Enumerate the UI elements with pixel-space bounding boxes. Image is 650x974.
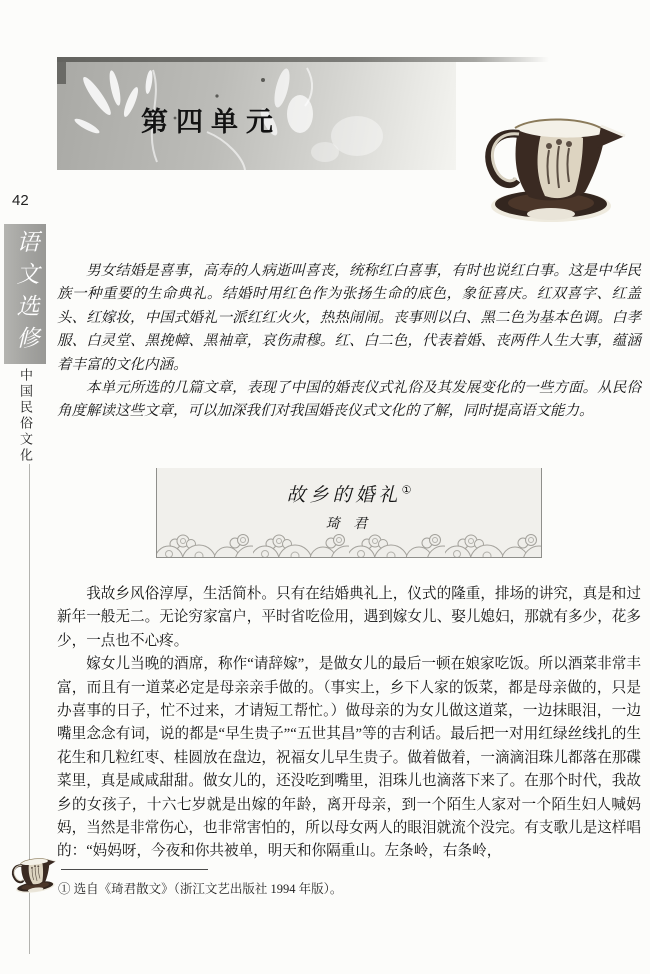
article-paragraph-2: 嫁女儿当晚的酒席，称作“请辞嫁”，是做女儿的最后一顿在娘家吃饭。所以酒菜非常丰富，而且有一道菜必定是母亲亲手做的。（事实上，乡下人家的饭菜，都是母亲做的，只是办喜事的日子，忙不过来，才请短工帮忙。）做母亲的为女儿做这道菜，一边抹眼泪，一边嘴里念念有词，说的都是“早生贵子”“五世其昌”等的吉利话。最后把一对用红绿丝线扎的生花生和几粒红枣、桂圆放在盘边，祝福女儿早生贵子。做着做着，一滴滴泪珠儿都落在那碟菜里，真是咸咸甜甜。做女儿的，还没吃到嘴里，泪珠儿也滴落下来了。在那个时代，我故乡的女孩子，十六七岁就是出嫁的年龄，离开母亲，到一个陌生人家对一个陌生妇人喊妈妈，当然是非常伤心，也非常害怕的，所以母女两人的眼泪就流个没完。有支歌儿是这样唱的：“妈妈呀，今夜和你共被单，明天和你隔重山。左条岭，右条岭， <box>57 656 641 860</box>
series-subtitle: 中国民俗文化 <box>18 368 33 464</box>
article-paragraph-1: 我故乡风俗淳厚，生活简朴。只有在结婚典礼上，仪式的隆重，排场的讲究，真是和过新年一般无二。无论穷家富户，平时省吃俭用，遇到嫁女儿、娶儿媳妇，那就有多少，花多少，一点也不心疼。 <box>57 586 641 649</box>
page-number: 42 <box>12 192 29 209</box>
footnote-rule <box>61 869 208 870</box>
porcelain-jug-photo-small <box>1 837 65 912</box>
article-author: 琦 君 <box>325 517 373 532</box>
unit-intro-paragraph-2: 本单元所选的几篇文章，表现了中国的婚丧仪式礼俗及其发展变化的一些方面。从民俗角度解读这些文章，可以加深我们对我国婚丧仪式文化的了解，同时提高语文能力。 <box>57 380 641 420</box>
porcelain-jug-photo <box>462 100 634 230</box>
cloud-wave-pattern <box>157 534 541 558</box>
unit-intro <box>57 260 641 424</box>
footnote-reference: ① <box>401 484 412 497</box>
series-banner-text: 语文选修 <box>13 230 39 358</box>
article-body <box>57 583 641 864</box>
footnote-text: 选自《琦君散文》（浙江文艺出版社 1994 年版）。 <box>73 882 343 896</box>
series-banner <box>4 224 46 364</box>
unit-intro-paragraph-1: 男女结婚是喜事，高寿的人病逝叫喜丧，统称红白喜事，有时也说红白事。这是中华民族一种重要的生命典礼。结婚时用红色作为张扬生命的底色，象征喜庆。红双喜字、红盖头、红嫁妆，中国式婚礼一派红红火火，热热闹闹。丧事则以白、黑二色为基本色调。白孝服、白灵堂、黑挽幛、黑袖章，哀伤肃穆。红、白二色，代表着婚、丧两件人生大事，蕴涵着丰富的文化内涵。 <box>57 263 641 373</box>
article-title-box <box>156 468 542 558</box>
footnote-marker: ① <box>58 882 71 896</box>
unit-header-banner <box>57 62 456 170</box>
unit-title: 第四单元 <box>141 107 281 137</box>
article-title-text: 故乡的婚礼 <box>286 485 402 506</box>
footnote <box>58 879 618 897</box>
article-title <box>157 480 541 507</box>
